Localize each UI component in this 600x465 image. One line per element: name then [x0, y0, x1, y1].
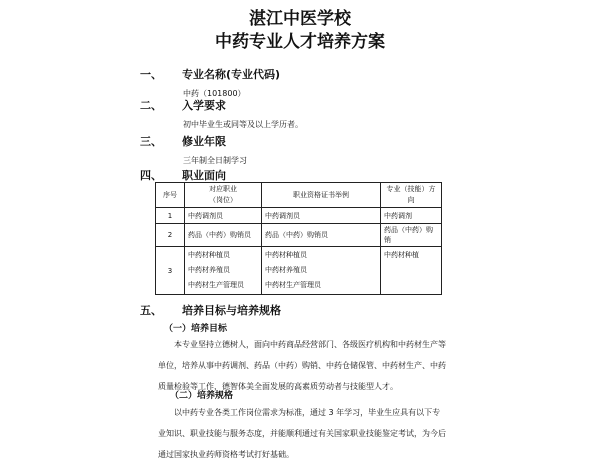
career-table: [155, 182, 442, 295]
table-cell: 中药材种植员 中药材养殖员 中药材生产管理员: [185, 247, 262, 295]
table-cell: 中药材种植员 中药材养殖员 中药材生产管理员: [262, 247, 381, 295]
section-heading-1: [140, 66, 280, 82]
table-row: [156, 247, 442, 295]
table-row: [156, 224, 442, 247]
table-cell: 3: [156, 247, 185, 295]
table-cell: 中药材种植: [381, 247, 442, 295]
table-row: [156, 208, 442, 224]
header-cell: 职业资格证书举例: [262, 183, 381, 208]
subheading-spec: （二）培养规格: [170, 391, 234, 401]
section-heading-2: [140, 97, 226, 113]
section-title: 修业年限: [182, 135, 226, 148]
header-cell: 专业（技能）方向: [381, 183, 442, 208]
table-cell: 1: [156, 208, 185, 224]
section-title: 职业面向: [182, 169, 226, 182]
section-number: 一、: [140, 68, 162, 81]
section-heading-5: [140, 302, 281, 318]
goal-paragraph: 本专业坚持立德树人，面向中药商品经营部门、各级医疗机构和中药材生产等单位，培养从事中药调剂、药品（中药）购销、中药仓储保管、中药材生产、中药质量检验等工作，德智体美全面发展的高素质劳动者与技能型人才。: [158, 340, 446, 391]
section-number: 二、: [140, 99, 162, 112]
subheading-goal: （一）培养目标: [164, 324, 228, 334]
table-cell: 药品（中药）购销员: [185, 224, 262, 247]
table-cell: 中药调剂: [381, 208, 442, 224]
table-header-row: [156, 183, 442, 208]
section-heading-3: [140, 133, 226, 149]
section-number: 四、: [140, 169, 162, 182]
header-cell: 序号: [156, 183, 185, 208]
section-title: 培养目标与培养规格: [182, 304, 281, 317]
section-number: 五、: [140, 304, 162, 317]
school-title: 湛江中医学校: [249, 9, 351, 29]
spec-paragraph: 以中药专业各类工作岗位需求为标准，通过 3 年学习，毕业生应具有以下专业知识、职业技能与服务态度，并能顺利通过有关国家职业技能鉴定考试，为今后通过国家执业药师资格考试打好基础。: [158, 408, 446, 459]
table-cell: 2: [156, 224, 185, 247]
document-title: 中药专业人才培养方案: [215, 32, 385, 52]
admission-text: 初中毕业生或同等及以上学历者。: [183, 120, 303, 129]
header-cell: 对应职业 （岗位）: [185, 183, 262, 208]
table-cell: 中药调剂员: [262, 208, 381, 224]
section-title: 专业名称(专业代码): [182, 68, 281, 81]
table-cell: 中药调剂员: [185, 208, 262, 224]
section-title: 入学要求: [182, 99, 226, 112]
table-cell: 药品（中药）购销员: [262, 224, 381, 247]
section-number: 三、: [140, 135, 162, 148]
duration-text: 三年制全日制学习: [183, 156, 247, 165]
major-name-text: 中药（101800）: [183, 89, 246, 98]
section-heading-4: [140, 167, 226, 183]
table-cell: 药品（中药）购销: [381, 224, 442, 247]
